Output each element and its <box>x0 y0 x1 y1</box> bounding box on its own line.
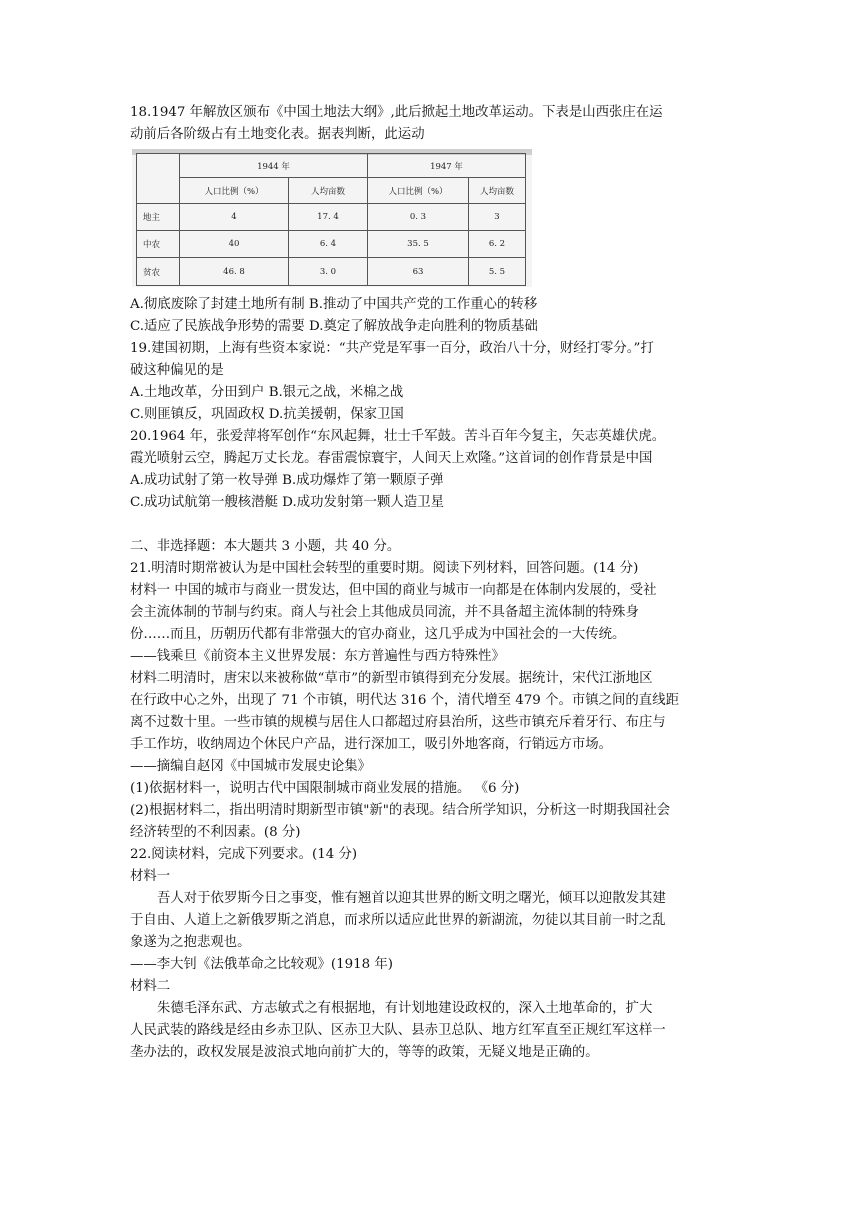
q18-stem-line2: 动前后各阶级占有土地变化表。据表判断，此运动 <box>130 127 425 142</box>
table-row-class: 贫农 <box>137 258 180 286</box>
q21-sub2-line2: 经济转型的不利因素。(8 分) <box>130 825 301 840</box>
table-row <box>137 231 526 258</box>
table-row <box>137 204 526 231</box>
table-cell: 40 <box>180 231 289 258</box>
table-header-1944: 1944 年 <box>180 154 368 178</box>
table-cell: 6. 4 <box>289 231 368 258</box>
section2-heading: 二、非选择题：本大题共 3 小题，共 40 分。 <box>130 539 401 554</box>
table-cell: 63 <box>368 258 469 286</box>
q22-material1-source: ——李大钊《法俄革命之比较观》(1918 年) <box>130 957 394 972</box>
section-gap <box>130 514 730 536</box>
q20-options-ab: A.成功试射了第一枚导弹 B.成功爆炸了第一颗原子弹 <box>130 473 444 488</box>
table-header-1947: 1947 年 <box>368 154 526 178</box>
q20-options-cd: C.成功试航第一艘核潜艇 D.成功发射第一颗人造卫星 <box>130 495 444 510</box>
q22-material2-line2: 人民武装的路线是经由乡赤卫队、区赤卫大队、县赤卫总队、地方红军直至正规红军这样一 <box>130 1023 666 1038</box>
table-col-mu-1944: 人均亩数 <box>289 178 368 204</box>
q21-sub1: (1)依据材料一，说明古代中国限制城市商业发展的措施。 《6 分) <box>130 781 520 796</box>
q21-material1-line2: 会主流体制的节制与约束。商人与社会上其他成员同流，并不具备超主流体制的特殊身 <box>130 605 639 620</box>
q18-stem-line1: 18.1947 年解放区颁布《中国土地法大纲》,此后掀起土地改革运动。下表是山西张庄在运 <box>130 105 663 120</box>
table-corner-cell <box>137 154 180 204</box>
table-cell: 46. 8 <box>180 258 289 286</box>
table-cell: 6. 2 <box>469 231 526 258</box>
land-change-table <box>136 153 526 286</box>
q22-material1-line1: 吾人对于依罗斯今日之事变，惟有翘首以迎其世界的断文明之曙光，倾耳以迎散发其建 <box>157 891 666 906</box>
q21-material1-line3: 份……而且，历朝历代都有非常强大的官办商业，这几乎成为中国社会的一大传统。 <box>130 627 626 642</box>
q20-stem-line2: 霞光喷射云空，腾起万丈长龙。春雷震惊寰宇，人间天上欢隆。”这首词的创作背景是中国 <box>130 451 653 466</box>
q22-material1-line3: 象遂为之抱悲观也。 <box>130 935 251 950</box>
q19-options-cd: C.则匪镇反，巩固政权 D.抗美援朝，保家卫国 <box>130 407 404 422</box>
table-cell: 35. 5 <box>368 231 469 258</box>
table-cell: 3 <box>469 204 526 231</box>
land-change-table-image <box>132 149 532 287</box>
q22-material1-line2: 于自由、人道上之新俄罗斯之消息，而求所以适应此世界的新湖流，勿徒以其目前一时之乱 <box>130 913 666 928</box>
table-col-mu-1947: 人均亩数 <box>469 178 526 204</box>
q19-stem-line1: 19.建国初期，上海有些资本家说：“共产党是军事一百分，政治八十分，财经打零分。”打 <box>130 341 654 356</box>
q22-material2-line1: 朱德毛泽东武、方志敏式之有根据地，有计划地建设政权的，深入土地革命的，扩大 <box>157 1001 653 1016</box>
q18-options-cd: C.适应了民族战争形势的需要 D.奠定了解放战争走向胜利的物质基础 <box>130 319 538 334</box>
q21-material2-line3: 离不过数十里。一些市镇的规模与居住人口都超过府县治所，这些市镇充斥着牙行、布庄与 <box>130 715 666 730</box>
q22-material1-label: 材料一 <box>130 869 171 884</box>
q21-material2-line2: 在行政中心之外，出现了 71 个市镇，明代达 316 个，清代增至 479 个。市镇之间的直线距 <box>130 693 679 708</box>
q19-stem-line2: 破这种偏见的是 <box>130 363 224 378</box>
q22-material2-line3: 垄办法的，政权发展是波浪式地向前扩大的，等等的政策，无疑义地是正确的。 <box>130 1045 599 1060</box>
table-cell: 4 <box>180 204 289 231</box>
q22-stem: 22.阅读材料，完成下列要求。(14 分) <box>130 847 358 862</box>
table-cell: 17. 4 <box>289 204 368 231</box>
q21-material2-line4: 手工作坊，收纳周边个休民户产品，进行深加工，吸引外地客商，行销远方市场。 <box>130 737 613 752</box>
table-cell: 3. 0 <box>289 258 368 286</box>
q21-material2-line1: 材料二明清时，唐宋以来被称做“草市”的新型市镇得到充分发展。据统计，宋代江浙地区 <box>130 671 653 686</box>
q22-material2-label: 材料二 <box>130 979 171 994</box>
table-row-class: 中农 <box>137 231 180 258</box>
q21-sub2-line1: (2)根据材料二，指出明清时期新型市镇"新"的表现。结合所学知识，分析这一时期我国社会 <box>130 803 671 818</box>
table-cell: 5. 5 <box>469 258 526 286</box>
q21-material1-line1: 材料一 中国的城市与商业一贯发达，但中国的商业与城市一向都是在体制内发展的，受社 <box>130 583 657 598</box>
table-col-pop-1944: 人口比例（%） <box>180 178 289 204</box>
q19-options-ab: A.土地改革，分田到户 B.银元之战，米棉之战 <box>130 385 404 400</box>
q18-options-ab: A.彻底废除了封建土地所有制 B.推动了中国共产党的工作重心的转移 <box>130 297 538 312</box>
table-cell: 0. 3 <box>368 204 469 231</box>
table-col-pop-1947: 人口比例（%） <box>368 178 469 204</box>
table-row <box>137 258 526 286</box>
q21-stem: 21.明清时期常被认为是中国杜会转型的重要时期。阅读下列材料，回答问题。(14 分) <box>130 561 639 576</box>
q20-stem-line1: 20.1964 年，张爱萍将军创作“东风起舞，壮士千军鼓。苦斗百年今复主，矢志英雄伏虎。 <box>130 429 666 444</box>
exam-page <box>130 102 730 1064</box>
table-row-class: 地主 <box>137 204 180 231</box>
q21-material1-source: ——钱乘旦《前资本主义世界发展：东方普遍性与西方特殊性》 <box>130 649 505 664</box>
q21-material2-source: ——摘编自赵冈《中国城市发展史论集》 <box>130 759 372 774</box>
